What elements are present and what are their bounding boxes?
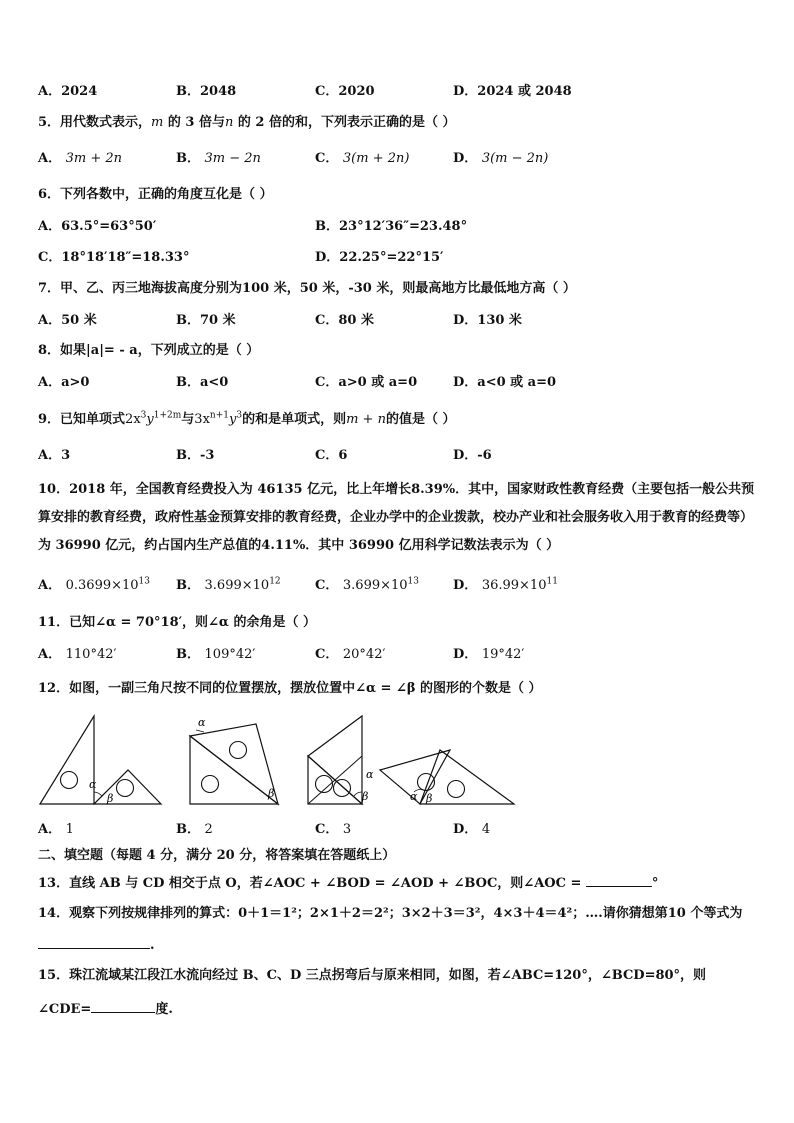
q13-stem: 13．直线 AB 与 CD 相交于点 O，若∠AOC + ∠BOD = ∠AOD + ∠BOC，则∠AOC = ° bbox=[38, 876, 659, 891]
q12-fig1-beta-label: β bbox=[107, 792, 114, 805]
q12-fig2-alpha-label: α bbox=[198, 716, 206, 729]
q9-option-c: C．6 bbox=[315, 448, 348, 463]
q5-stem-part: 的 3 倍与 bbox=[163, 115, 225, 130]
q10-stem: 10．2018 年，全国教育经费投入为 46135 亿元，比上年增长8.39%．其中，国家财政性教育经费（主要包括一般公共预算安排的教育经费，政府性基金预算安排的教育经费，企业办学中的企业拨款，校办产业和社会服务收入用于教育的经费等）为 36990 亿元，约占国内生产总值的4.11%．其中 36990 亿用科学记数法表示为（ ） bbox=[38, 482, 755, 553]
q11-options bbox=[38, 646, 758, 664]
q5-option-c: C． 3(m + 2n) bbox=[315, 151, 410, 166]
q5-stem-part: 5．用代数式表示， bbox=[38, 115, 152, 130]
q12-fig4-alpha-label: α bbox=[410, 790, 418, 803]
q8-stem: 8．如果|a|= - a，下列成立的是（ ） bbox=[38, 343, 260, 358]
q9-stem-part: 与 bbox=[181, 412, 195, 427]
q12-figure-4 bbox=[376, 712, 518, 808]
q12-figure-1 bbox=[38, 712, 163, 808]
q12-fig1-alpha-label: α bbox=[89, 778, 97, 791]
q12-option-d: D． 4 bbox=[453, 822, 491, 837]
q5-stem-part: 的 2 倍的和，下列表示正确的是（ ） bbox=[233, 115, 456, 130]
q12-fig4-beta-label: β bbox=[426, 792, 433, 805]
q5-option-d: D． 3(m − 2n) bbox=[453, 151, 549, 166]
q15-line2: ∠CDE= 度. bbox=[38, 1002, 173, 1017]
q10-option-c: C． $3.699\times 10^{13}$ bbox=[315, 576, 419, 593]
q6-stem: 6．下列各数中，正确的角度互化是（ ） bbox=[38, 187, 273, 202]
q10-option-b: B． $3.699\times 10^{12}$ bbox=[176, 576, 281, 593]
q4-option-b: B．2048 bbox=[176, 84, 237, 99]
q9-option-d: D．-6 bbox=[453, 448, 492, 463]
q6-option-b: B．23°12′36″=23.48° bbox=[315, 219, 468, 234]
q5-var-n: n bbox=[225, 115, 234, 130]
q10-option-d: D． $36.99\times 10^{11}$ bbox=[453, 576, 558, 593]
q9-option-a: A．3 bbox=[38, 448, 71, 463]
q7-option-b: B．70 米 bbox=[176, 313, 236, 328]
q11-option-b: B． 109°42′ bbox=[176, 647, 256, 662]
q12-option-b: B． 2 bbox=[176, 822, 213, 837]
q11-option-c: C． 20°42′ bbox=[315, 647, 386, 662]
q11-option-d: D． 19°42′ bbox=[453, 647, 525, 662]
q12-options bbox=[38, 821, 758, 839]
q5-option-a: A． 3m + 2n bbox=[38, 151, 123, 166]
section-2-heading: 二、填空题（每题 4 分，满分 20 分，将答案填在答题纸上） bbox=[38, 848, 396, 863]
q10-option-a: A． $0.3699\times 10^{13}$ bbox=[38, 576, 150, 593]
q6-options-row1 bbox=[38, 218, 758, 236]
q9-expr: m + n bbox=[346, 412, 386, 427]
q12-fig3-alpha-label: α bbox=[366, 768, 374, 781]
q6-option-c: C．18°18′18″=18.33° bbox=[38, 250, 190, 265]
q9-stem-part: 的和是单项式，则 bbox=[242, 412, 347, 427]
q12-fig3-beta-label: β bbox=[362, 790, 369, 803]
q4-options bbox=[38, 83, 758, 101]
q10-options bbox=[38, 577, 758, 595]
q6-option-a: A．63.5°=63°50′ bbox=[38, 219, 157, 234]
q12-fig2-beta-label: β bbox=[268, 787, 275, 800]
q15-answer-blank[interactable] bbox=[91, 1000, 155, 1013]
q7-stem: 7．甲、乙、丙三地海拔高度分别为100 米，50 米，-30 米，则最高地方比最低地方高（ ） bbox=[38, 281, 576, 296]
q4-option-d: D．2024 或 2048 bbox=[453, 84, 572, 99]
q11-stem: 11．已知∠α = 70°18′，则∠α 的余角是（ ） bbox=[38, 615, 316, 630]
q12-option-a: A． 1 bbox=[38, 822, 74, 837]
q9-option-b: B．-3 bbox=[176, 448, 215, 463]
q9-stem-part: 9．已知单项式 bbox=[38, 412, 126, 427]
q7-option-a: A．50 米 bbox=[38, 313, 97, 328]
q9-monomial-1: $2x^3y^{1+2m}$ bbox=[125, 410, 182, 427]
q9-stem-part: 的值是（ ） bbox=[385, 412, 456, 427]
q6-options-row2 bbox=[38, 249, 758, 267]
q12-stem: 12．如图，一副三角尺按不同的位置摆放，摆放位置中∠α = ∠β 的图形的个数是（ ） bbox=[38, 681, 542, 696]
q12-figures bbox=[38, 712, 518, 812]
q8-options bbox=[38, 374, 758, 392]
q7-options bbox=[38, 312, 758, 330]
q14-stem: 14．观察下列按规律排列的算式：0＋1＝1²；2×1＋2＝2²；3×2＋3＝3²，4×3＋4＝4²；….请你猜想第10 个等式为 bbox=[38, 906, 743, 921]
q14-answer-line: . bbox=[38, 936, 756, 955]
q14-answer-blank[interactable] bbox=[38, 936, 150, 949]
q5-option-b: B． 3m − 2n bbox=[176, 151, 261, 166]
q7-option-d: D．130 米 bbox=[453, 313, 522, 328]
q8-option-c: C．a>0 或 a=0 bbox=[315, 375, 418, 390]
q8-option-b: B．a<0 bbox=[176, 375, 229, 390]
q9-monomial-2: $3x^{n+1}y^3$ bbox=[194, 410, 243, 427]
q5-var-m: m bbox=[151, 115, 164, 130]
q8-option-d: D．a<0 或 a=0 bbox=[453, 375, 557, 390]
q12-figure-2 bbox=[186, 712, 286, 808]
q12-option-c: C． 3 bbox=[315, 822, 352, 837]
q15-stem: 15．珠江流域某江段江水流向经过 B、C、D 三点拐弯后与原来相同，如图，若∠ABC=120°，∠BCD=80°，则 bbox=[38, 968, 707, 983]
q13-answer-blank[interactable] bbox=[586, 874, 652, 887]
q5-options bbox=[38, 150, 758, 168]
q9-stem bbox=[38, 411, 756, 429]
q7-option-c: C．80 米 bbox=[315, 313, 374, 328]
q11-option-a: A． 110°42′ bbox=[38, 647, 117, 662]
q8-option-a: A．a>0 bbox=[38, 375, 90, 390]
q9-options bbox=[38, 447, 758, 465]
q5-stem bbox=[38, 114, 756, 132]
q4-option-c: C．2020 bbox=[315, 84, 375, 99]
q6-option-d: D．22.25°=22°15′ bbox=[315, 250, 444, 265]
q4-option-a: A．2024 bbox=[38, 84, 98, 99]
